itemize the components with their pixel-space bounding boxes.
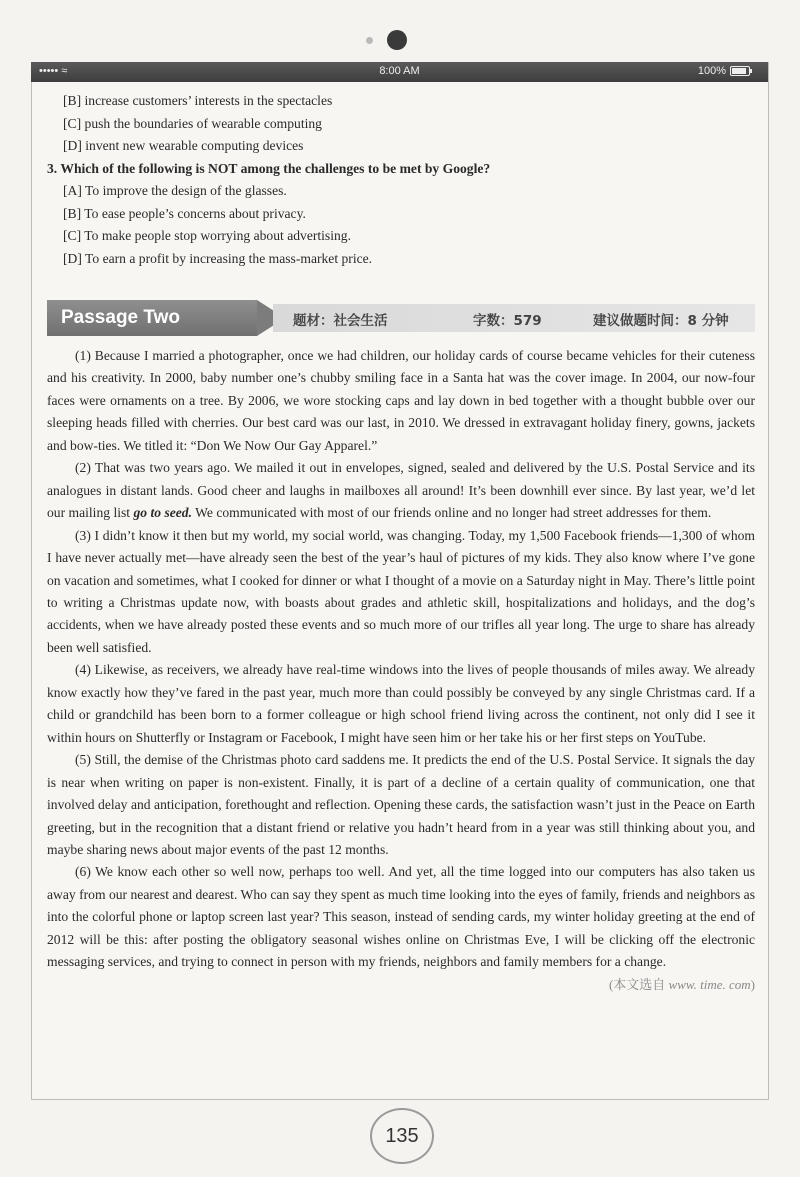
q3-option-c[interactable]: [C] To make people stop worrying about advertising. bbox=[63, 228, 351, 243]
passage-suggested-time: 建议做题时间：8 分钟 bbox=[593, 313, 729, 329]
paragraph-4: (4) Likewise, as receivers, we already have real-time windows into the lives of people thousands of miles away. We already know exactly how they’ve fared in the past year, much more than could possibly be conveyed by any single Christmas card. If a child or grandchild has been born to a former colleague or high school friend living across the continent, not only did I see it within hours on Shutterfly or Instagram or Facebook, I might have seen him or her take his or her first steps on YouTube. bbox=[47, 662, 755, 745]
highlighted-phrase: go to seed. bbox=[133, 505, 193, 521]
paragraph-5: (5) Still, the demise of the Christmas photo card saddens me. It predicts the end of the U.S. Postal Service. It signals the day is near when writing on paper is non-existent. Finally, it is part of a decline of a certain quality of communication, one that involved delay and anticipation, forethought and reflection. Opening these cards, the satisfaction wasn’t just in the Peace on Earth greeting, but in the recognition that a distant friend or relative you hadn’t heard from in a year was still thinking about you, and maybe sharing news about major events of the past 12 months. bbox=[47, 752, 755, 857]
passage-banner bbox=[47, 300, 755, 336]
paragraph-2: (2) That was two years ago. We mailed it out in envelopes, signed, sealed and delivered by the U.S. Postal Service and its analogues in distant lands. Good cheer and laughs in mailboxes all around! It’s been downhill ever since. By last year, we’d let our mailing list go to seed. We communicated with most of our friends online and no longer had street addresses for them. bbox=[47, 460, 755, 521]
passage-info-bar bbox=[273, 304, 755, 332]
q2-option-c[interactable]: [C] push the boundaries of wearable computing bbox=[63, 115, 322, 131]
question-3: 3. Which of the following is NOT among the challenges to be met by Google? bbox=[47, 160, 491, 176]
status-bar bbox=[31, 62, 768, 82]
sensor-dot bbox=[366, 37, 373, 44]
battery-icon bbox=[730, 66, 750, 76]
paragraph-1: (1) Because I married a photographer, once we had children, our holiday cards of course became vehicles for their cuteness and his creativity. In 2000, baby number one’s chubby smiling face in a Santa hat was the cover image. In 2004, our now-four faces were ornaments on a tree. By 2006, we wore stocking caps and lay down in bed together with a thought bubble over our sleeping heads filled with cherries. Our best card was our last, in 2010. We dressed in extravagant holiday finery, gowns, jackets and bow-ties. We titled it: “Don We Now Our Gay Apparel.” bbox=[47, 348, 755, 453]
passage-title: Passage Two bbox=[47, 300, 257, 336]
battery-fill bbox=[732, 68, 746, 74]
signal-indicator: ••••• ≈ bbox=[39, 65, 68, 77]
questions-section bbox=[47, 90, 755, 270]
q2-option-b[interactable]: [B] increase customers’ interests in the spectacles bbox=[63, 93, 333, 108]
device-camera bbox=[0, 28, 800, 52]
battery-status bbox=[698, 65, 750, 77]
passage-body bbox=[47, 345, 755, 996]
status-time: 8:00 AM bbox=[379, 65, 420, 77]
paragraph-3: (3) I didn’t know it then but my world, my social world, was changing. Today, my 1,500 Facebook friends—1,300 of whom I have never actually met—have already seen the best of the year’s haul of pictures of my kids. They also know where I’ve gone on vacation and sometimes, what I cooked for dinner or what I thought of a movie on a Saturday night in May. There’s little point to writing a Christmas update now, with boasts about grades and athletic skill, hospitalizations and holidays, and the dog’s accidents, when we have already posted these events and so much more of our trifles all year long. The urge to share has already been well satisfied. bbox=[47, 527, 755, 655]
paragraph-6: (6) We know each other so well now, perhaps too well. And yet, all the time logged into our computers has also taken us away from our nearest and dearest. Who can say they spent as much time looking into the eyes of family, friends and neighbors as into the colorful phone or laptop screen last year? This season, instead of sending cards, my winter holiday greeting at the end of 2012 will be this: after posting the obligatory seasonal wishes online on Christmas Eve, I will be clicking off the electronic messaging services, and trying to connect in person with my friends, neighbors and family members for a change. (本文选自 www. time. com) bbox=[47, 861, 755, 973]
passage-topic: 题材：社会生活 bbox=[293, 313, 388, 329]
q3-option-b[interactable]: [B] To ease people’s concerns about privacy. bbox=[63, 205, 306, 221]
q3-option-a[interactable]: [A] To improve the design of the glasses. bbox=[63, 183, 287, 198]
battery-percent: 100% bbox=[697, 65, 726, 77]
q3-option-d[interactable]: [D] To earn a profit by increasing the mass-market price. bbox=[63, 250, 373, 266]
passage-word-count: 字数：579 bbox=[473, 313, 542, 329]
source-citation: (本文选自 www. time. com) bbox=[608, 976, 755, 992]
page-number: 135 bbox=[370, 1108, 434, 1164]
q2-option-d[interactable]: [D] invent new wearable computing devices bbox=[63, 138, 304, 153]
camera-lens bbox=[387, 30, 407, 50]
